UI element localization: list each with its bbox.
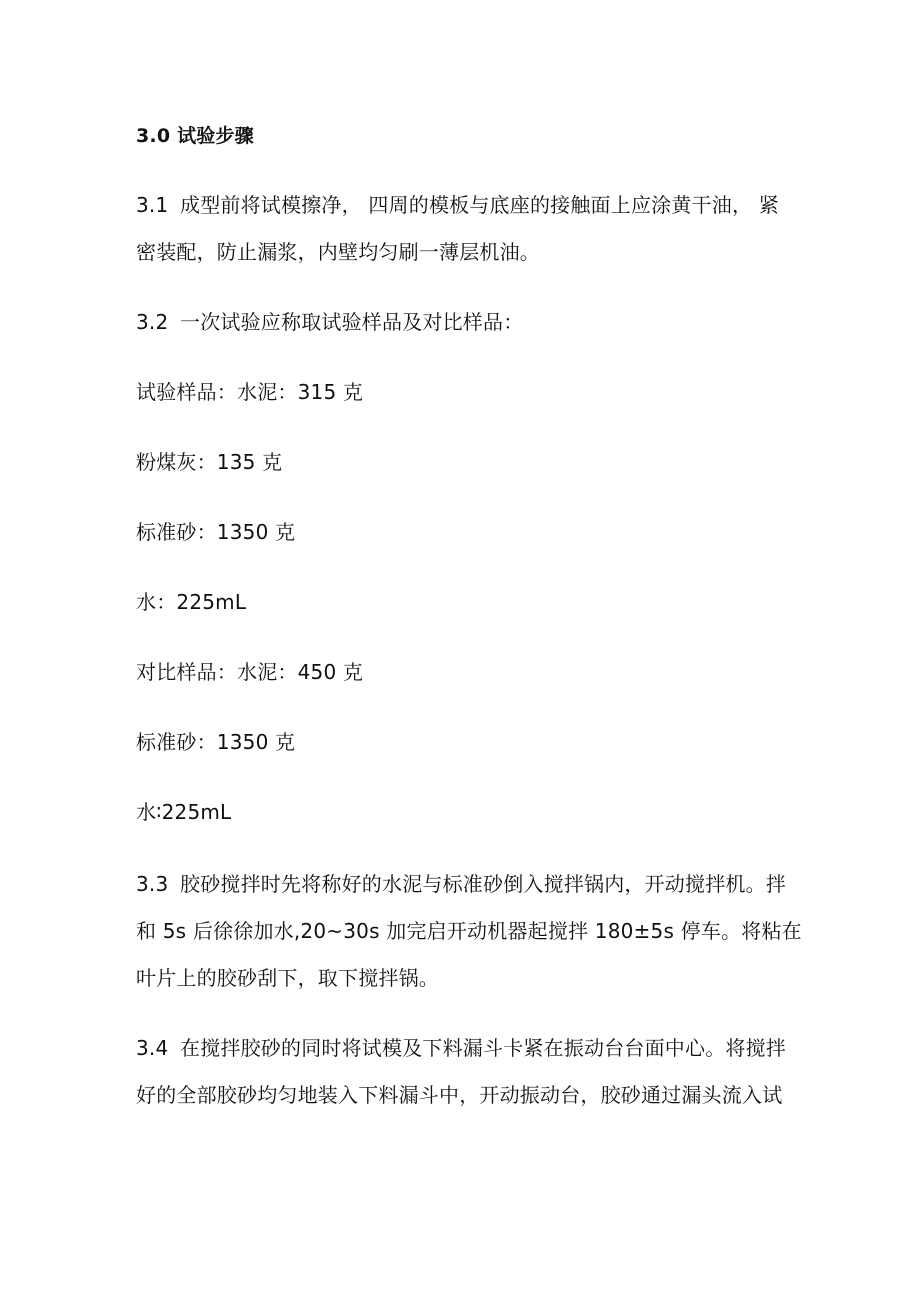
paragraph-3-4-text-1: 在搅拌胶砂的同时将试模及下料漏斗卡紧在振动台台面中心。将搅拌 — [180, 1036, 786, 1060]
section-number-3-4: 3.4 — [136, 1036, 169, 1060]
material-line-2: 粉煤灰：135 克 — [136, 450, 283, 474]
material-line-7: 水∶225mL — [136, 800, 232, 824]
section-heading: 3.0 试验步骤 — [136, 125, 254, 147]
paragraph-3-4-line-1 — [136, 1036, 796, 1060]
section-number-3-2: 3.2 — [136, 310, 169, 334]
material-line-6: 标准砂：1350 克 — [136, 730, 296, 754]
paragraph-3-2-line-1 — [136, 310, 796, 334]
paragraph-3-3-line-1 — [136, 872, 796, 896]
material-line-5: 对比样品：水泥：450 克 — [136, 660, 364, 684]
paragraph-3-1-text-1: 成型前将试模擦净， 四周的模板与底座的接触面上应涂黄干油， 紧 — [180, 193, 779, 217]
paragraph-3-1-line-1 — [136, 193, 796, 217]
paragraph-3-3-line-3: 叶片上的胶砂刮下，取下搅拌锅。 — [136, 966, 439, 990]
material-line-4: 水：225mL — [136, 590, 247, 614]
material-line-1: 试验样品：水泥：315 克 — [136, 380, 364, 404]
paragraph-3-1-line-2: 密装配，防止漏浆，内壁均匀刷一薄层机油。 — [136, 240, 540, 264]
material-line-3: 标准砂：1350 克 — [136, 520, 296, 544]
paragraph-3-2-text-1: 一次试验应称取试验样品及对比样品： — [180, 310, 524, 334]
section-number-3-3: 3.3 — [136, 872, 169, 896]
paragraph-3-3-line-2: 和 5s 后徐徐加水,20~30s 加完启开动机器起搅拌 180±5s 停车。将粘在 — [136, 919, 802, 943]
paragraph-3-4-line-2: 好的全部胶砂均匀地装入下料漏斗中，开动振动台，胶砂通过漏头流入试 — [136, 1083, 783, 1107]
paragraph-3-3-text-1: 胶砂搅拌时先将称好的水泥与标准砂倒入搅拌锅内，开动搅拌机。拌 — [180, 872, 786, 896]
section-number-3-1: 3.1 — [136, 193, 169, 217]
